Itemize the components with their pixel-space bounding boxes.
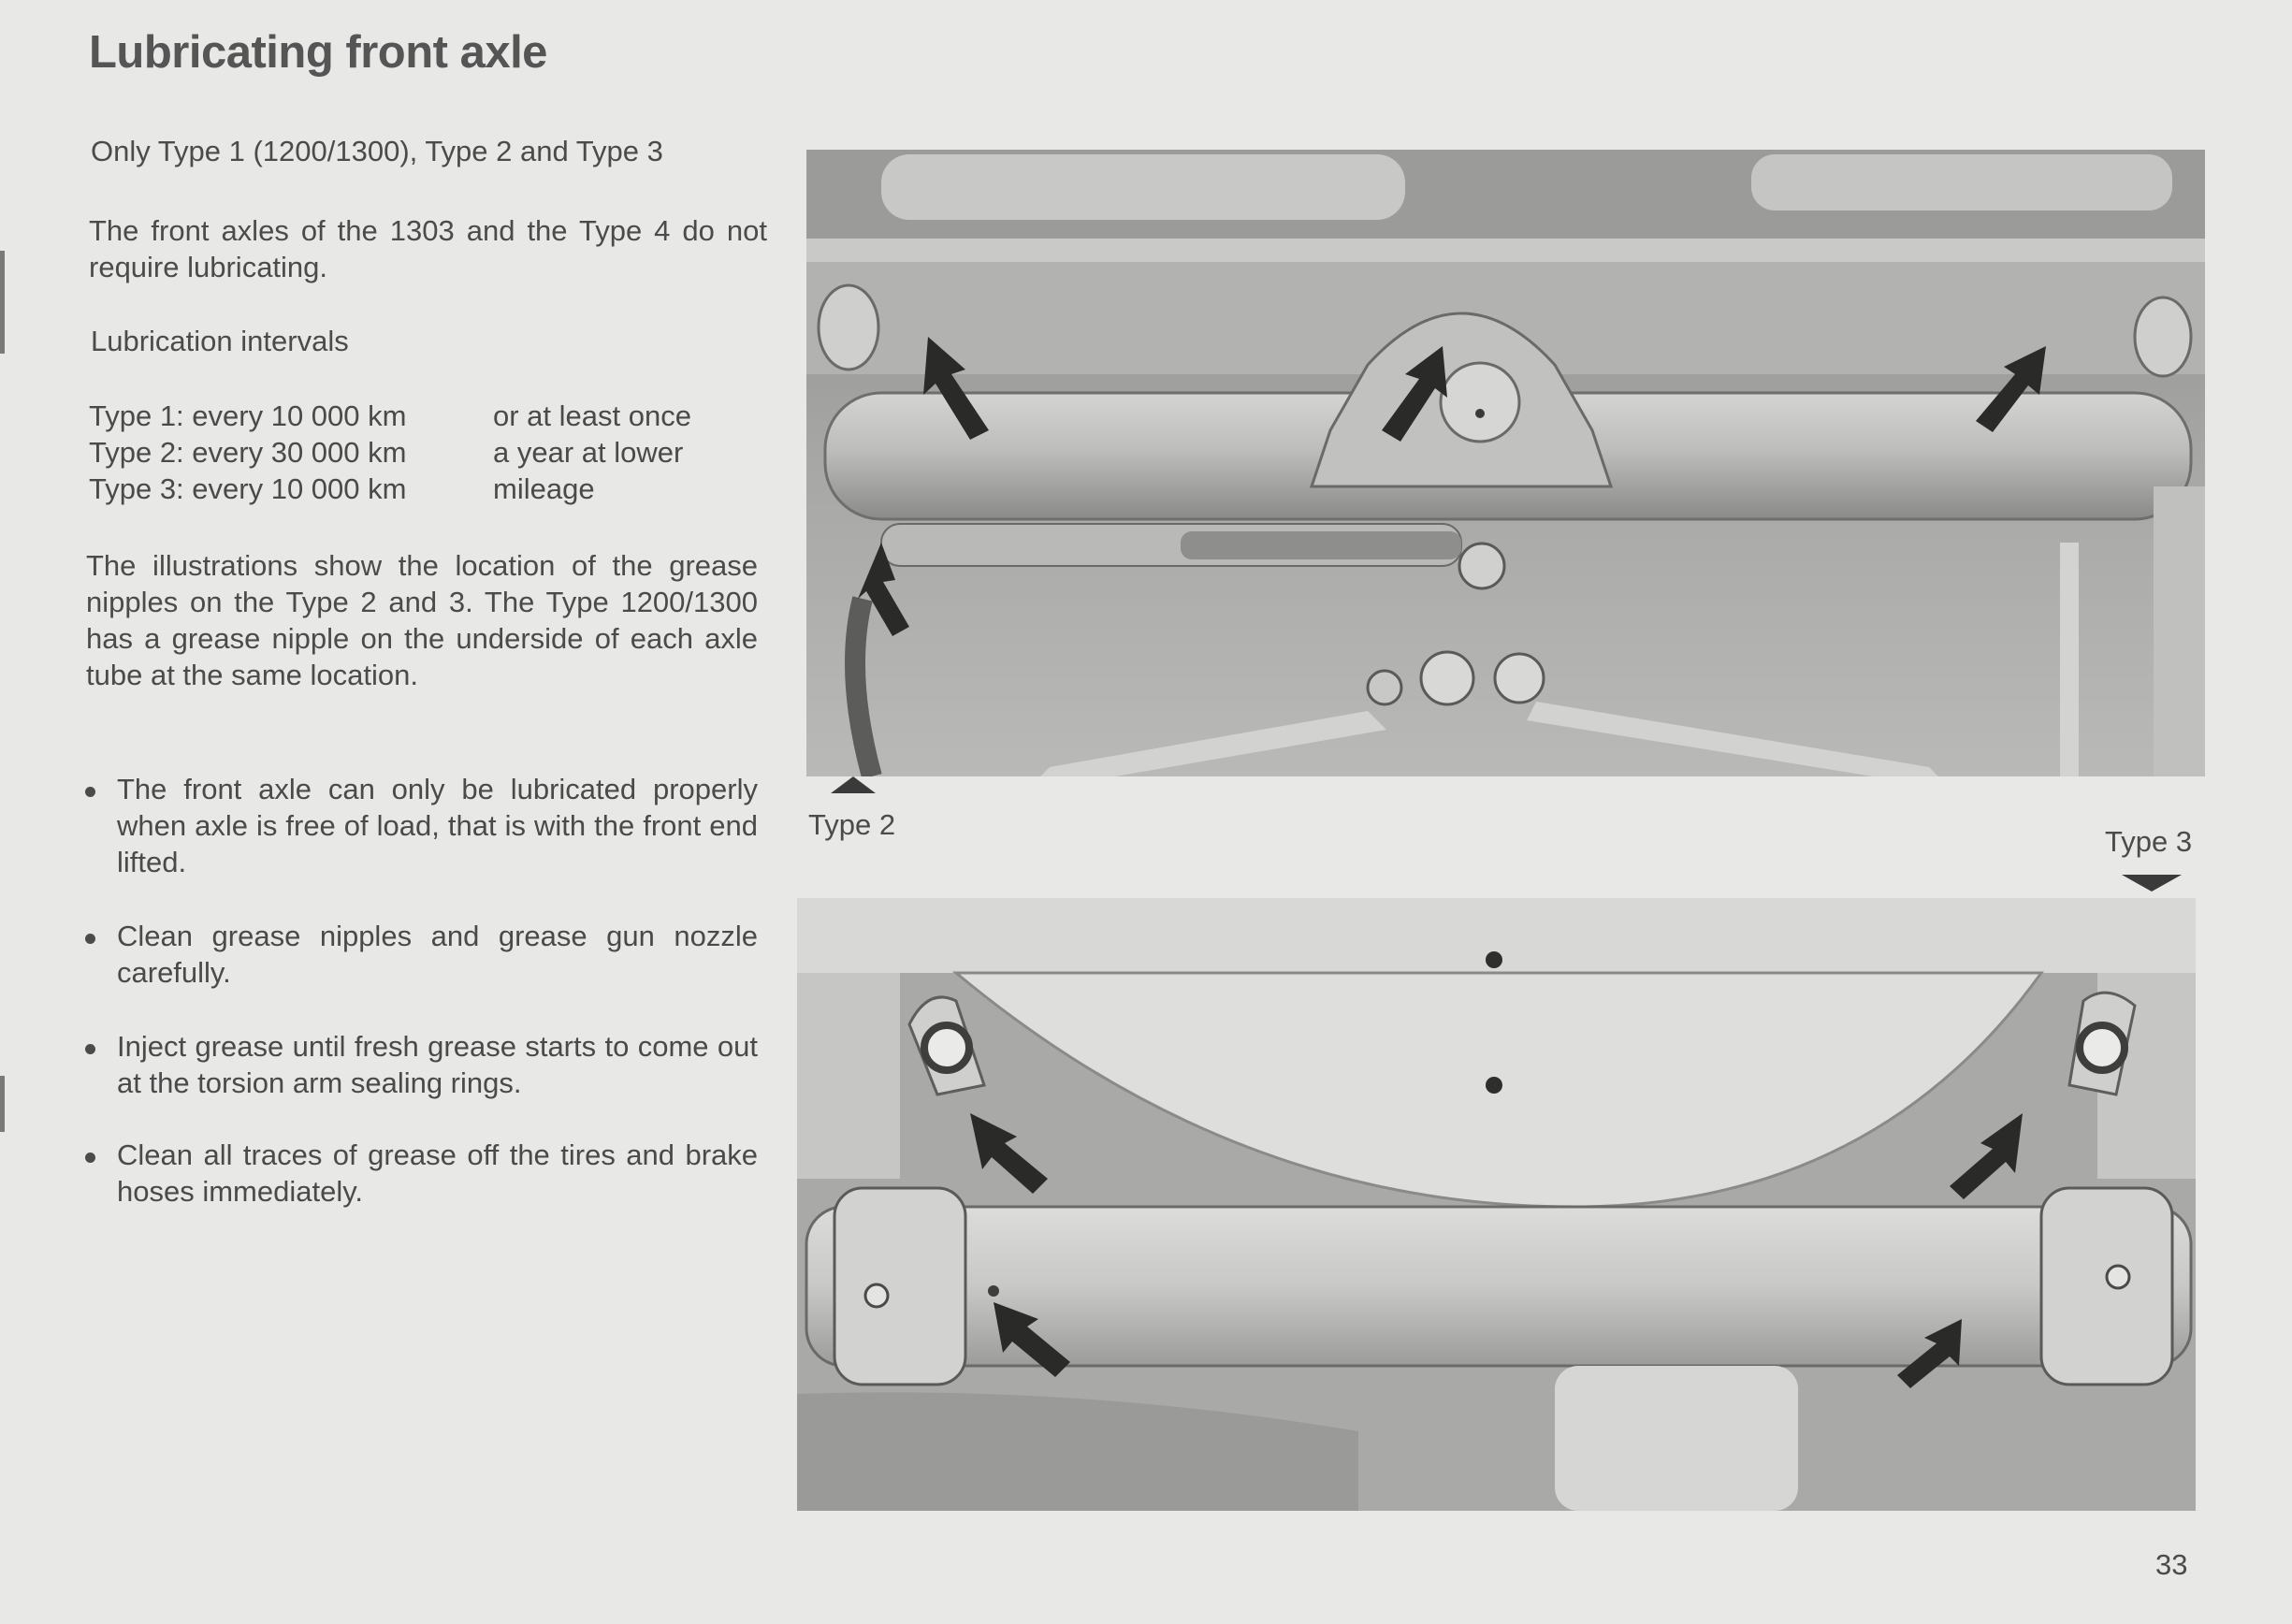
page-number: 33 [2155, 1548, 2188, 1581]
instruction-list [80, 771, 758, 1210]
page-title: Lubricating front axle [89, 27, 547, 78]
interval-note: mileage [493, 472, 595, 505]
interval-type: Type 2: every 30 000 km [89, 436, 407, 469]
applicability-text: Only Type 1 (1200/1300), Type 2 and Type 3 [91, 135, 663, 167]
intervals-heading: Lubrication intervals [91, 325, 349, 357]
list-item: The front axle can only be lubricated properly when axle is free of load, that is with the front end lifted. [80, 771, 758, 880]
interval-note: or at least once [493, 399, 691, 432]
interval-row [89, 471, 762, 507]
type3-axle-illustration [797, 898, 2196, 1511]
type2-axle-photo [806, 150, 2205, 776]
binding-mark [0, 1076, 5, 1132]
lubrication-intervals-table [89, 398, 762, 507]
interval-type: Type 3: every 10 000 km [89, 472, 407, 505]
interval-type: Type 1: every 10 000 km [89, 399, 407, 432]
type2-axle-illustration [806, 150, 2205, 776]
type3-axle-photo [797, 898, 2196, 1511]
list-item: Clean all traces of grease off the tires and brake hoses immediately. [80, 1137, 758, 1210]
binding-mark [0, 251, 5, 354]
interval-row [89, 398, 762, 434]
interval-note: a year at lower [493, 436, 684, 469]
interval-row [89, 434, 762, 471]
list-item: Clean grease nipples and grease gun nozzle carefully. [80, 918, 758, 991]
type2-caption: Type 2 [808, 808, 896, 841]
list-item: Inject grease until fresh grease starts to come out at the torsion arm sealing rings. [80, 1028, 758, 1101]
illustrations-text: The illustrations show the location of the grease nipples on the Type 2 and 3. The Type 1200/1300 has a grease nipple on the underside of each axle tube at the same location. [86, 549, 758, 691]
type3-caption: Type 3 [2105, 825, 2193, 858]
type2-pointer-triangle [831, 776, 876, 793]
front-axles-note: The front axles of the 1303 and the Type 4 do not require lubricating. [89, 214, 767, 283]
type3-pointer-triangle [2122, 875, 2182, 892]
